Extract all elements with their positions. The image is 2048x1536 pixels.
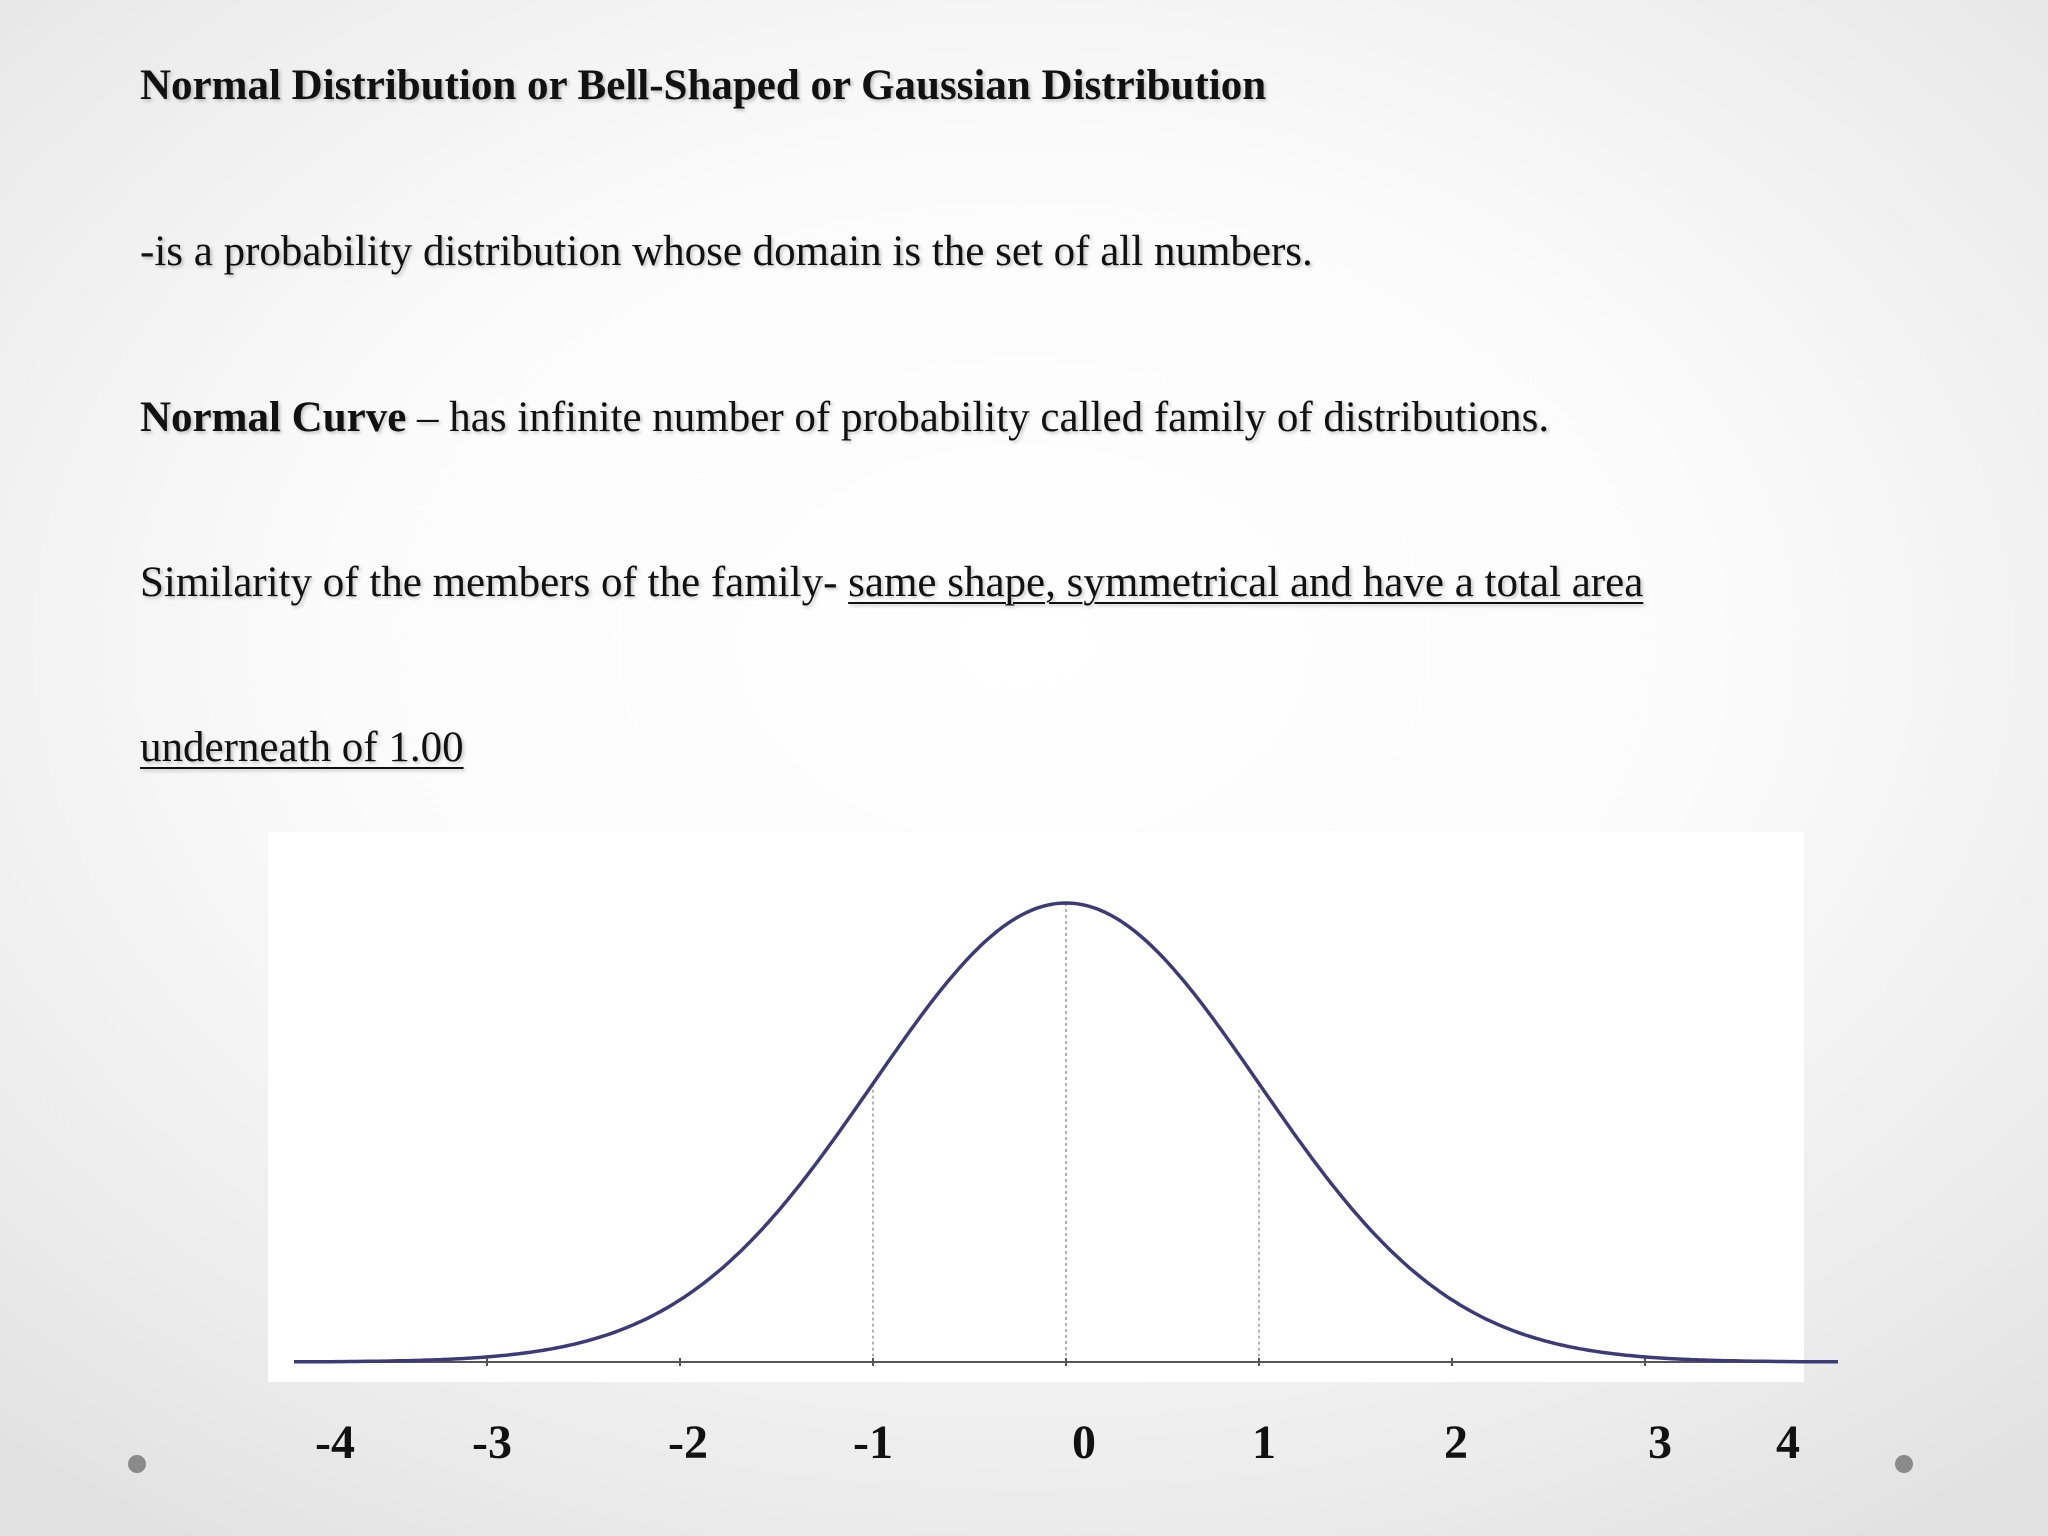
similarity-properties: same shape, symmetrical and have a total area (848, 559, 1644, 606)
slide-title: Normal Distribution or Bell-Shaped or Gaussian Distribution (140, 62, 1267, 109)
x-tick-label: 0 (1072, 1416, 1096, 1469)
x-tick-label: 3 (1648, 1416, 1672, 1469)
x-tick-label: 2 (1444, 1416, 1468, 1469)
x-tick-label: 1 (1252, 1416, 1276, 1469)
slide-decoration-dot-left (128, 1455, 146, 1473)
x-tick-label: -1 (853, 1416, 893, 1469)
x-axis-tick-labels (315, 1416, 1800, 1469)
slide-decoration-dot-right (1895, 1455, 1913, 1473)
normal-curve-term: Normal Curve (140, 394, 407, 441)
similarity-properties-continued: underneath of 1.00 (140, 724, 464, 771)
normal-curve-description: – has infinite number of probability called family of distributions. (406, 394, 1550, 441)
x-tick-label: -2 (668, 1416, 708, 1469)
x-tick-label: -4 (315, 1416, 355, 1469)
similarity-lead: Similarity of the members of the family- (140, 559, 849, 606)
x-tick-label: -3 (472, 1416, 512, 1469)
x-tick-label: 4 (1776, 1416, 1800, 1469)
definition-line: -is a probability distribution whose domain is the set of all numbers. (140, 228, 1313, 275)
reference-lines (873, 903, 1259, 1362)
